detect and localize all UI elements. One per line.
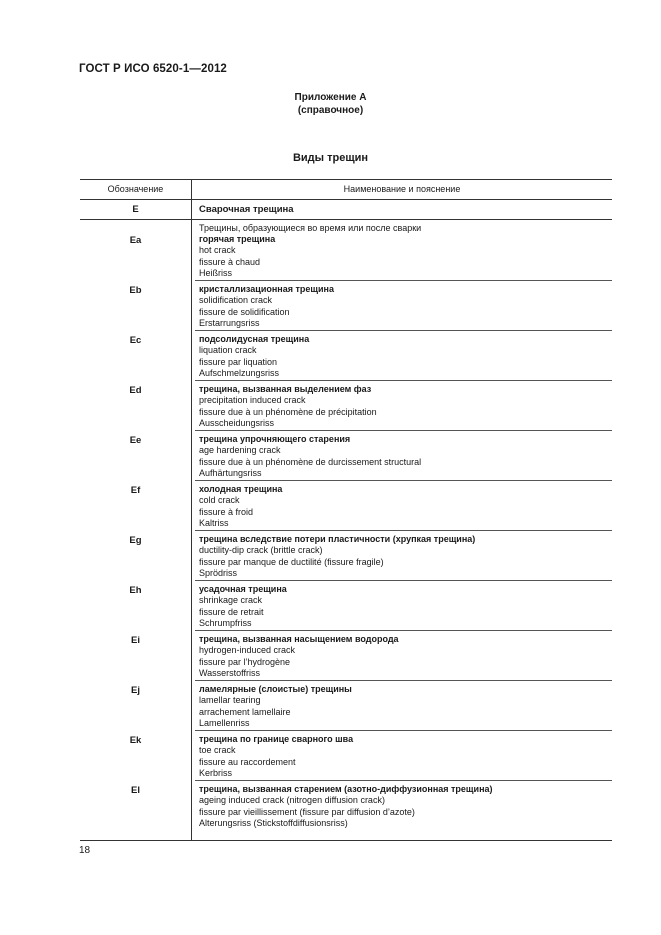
term-fr: fissure à froid	[199, 506, 254, 517]
term-en: ductility-dip crack (brittle crack)	[199, 545, 323, 556]
document-standard-header: ГОСТ Р ИСО 6520-1—2012	[79, 63, 227, 75]
crack-types-table	[80, 179, 612, 841]
row-code: Ei	[131, 635, 140, 646]
term-de: Kerbriss	[199, 768, 233, 779]
table-row	[199, 684, 608, 730]
term-en: hot crack	[199, 245, 236, 256]
term-ru: холодная трещина	[199, 484, 283, 494]
table-row	[199, 484, 608, 530]
term-de: Lamellenriss	[199, 718, 250, 729]
table-row	[199, 434, 608, 480]
row-divider	[195, 530, 612, 531]
term-ru: трещина упрочняющего старения	[199, 434, 351, 444]
row-code: Eb	[129, 285, 142, 296]
row-code: Ej	[131, 685, 140, 696]
row-code: Eh	[129, 585, 142, 596]
term-ru: трещина, вызванная выделением фаз	[199, 384, 372, 394]
name-column	[192, 220, 612, 840]
term-de: Heißriss	[199, 268, 232, 279]
term-fr: fissure due à un phénomène de précipitation	[199, 406, 377, 417]
row-code: Ec	[129, 335, 142, 346]
table-row	[199, 284, 608, 330]
section-title: Виды трещин	[292, 152, 369, 164]
term-ru: трещина, вызванная насыщением водорода	[199, 634, 399, 644]
table-header-row	[80, 180, 612, 200]
group-name: Сварочная трещина	[199, 204, 294, 215]
table-row	[199, 584, 608, 630]
row-code: Ek	[129, 735, 142, 746]
code-column	[80, 220, 192, 840]
term-de: Aufschmelzungsriss	[199, 368, 280, 379]
annex-title: Приложение А	[294, 92, 367, 103]
term-fr: fissure due à un phénomène de durcissement structural	[199, 456, 422, 467]
term-de: Aufhärtungsriss	[199, 468, 262, 479]
row-divider	[195, 330, 612, 331]
term-en: hydrogen-induced crack	[199, 645, 296, 656]
term-fr: arrachement lamellaire	[199, 706, 291, 717]
term-en: age hardening crack	[199, 445, 281, 456]
term-en: shrinkage crack	[199, 595, 263, 606]
row-divider	[195, 780, 612, 781]
column-header-code: Обозначение	[80, 180, 192, 199]
column-header-name: Наименование и пояснение	[343, 184, 461, 194]
term-ru: трещина, вызванная старением (азотно-диффузионная трещина)	[199, 784, 493, 794]
term-fr: fissure par vieillissement (fissure par diffusion d’azote)	[199, 806, 415, 817]
group-code: E	[80, 200, 192, 219]
term-en: liquation crack	[199, 345, 257, 356]
term-en: ageing induced crack (nitrogen diffusion crack)	[199, 795, 385, 806]
row-divider	[195, 480, 612, 481]
row-divider	[195, 380, 612, 381]
row-code: Ea	[129, 235, 142, 246]
term-fr: fissure par manque de ductilité (fissure fragile)	[199, 556, 384, 567]
table-row	[199, 384, 608, 430]
row-divider	[195, 730, 612, 731]
term-ru: горячая трещина	[199, 234, 276, 244]
term-en: precipitation induced crack	[199, 395, 306, 406]
row-divider	[195, 630, 612, 631]
term-en: toe crack	[199, 745, 236, 756]
annex-type: (справочное)	[297, 105, 364, 116]
term-fr: fissure de retrait	[199, 606, 264, 617]
term-fr: fissure de solidification	[199, 306, 290, 317]
row-divider	[195, 580, 612, 581]
term-fr: fissure au raccordement	[199, 756, 296, 767]
page-number: 18	[79, 845, 91, 856]
term-de: Kaltriss	[199, 518, 229, 529]
table-row	[199, 784, 608, 830]
term-en: lamellar tearing	[199, 695, 261, 706]
group-row	[80, 200, 612, 220]
row-code: El	[131, 785, 140, 796]
term-ru: кристаллизационная трещина	[199, 284, 334, 294]
term-ru: трещина вследствие потери пластичности (хрупкая трещина)	[199, 534, 476, 544]
term-de: Ausscheidungsriss	[199, 418, 275, 429]
term-fr: fissure par l’hydrogène	[199, 656, 291, 667]
table-row	[199, 734, 608, 780]
term-fr: fissure par liquation	[199, 356, 278, 367]
group-note: Трещины, образующиеся во время или после сварки	[199, 223, 422, 233]
row-divider	[195, 430, 612, 431]
term-ru: подсолидусная трещина	[199, 334, 310, 344]
table-row	[199, 634, 608, 680]
row-code: Ed	[129, 385, 142, 396]
term-en: solidification crack	[199, 295, 273, 306]
row-divider	[195, 280, 612, 281]
table-body	[80, 220, 612, 840]
term-ru: трещина по границе сварного шва	[199, 734, 354, 744]
term-de: Alterungsriss (Stickstoffdiffusionsriss)	[199, 818, 348, 829]
row-divider	[195, 680, 612, 681]
row-code: Ef	[130, 485, 141, 496]
term-ru: усадочная трещина	[199, 584, 287, 594]
term-de: Erstarrungsriss	[199, 318, 260, 329]
table-row	[199, 234, 608, 280]
term-fr: fissure à chaud	[199, 256, 261, 267]
row-code: Eg	[129, 535, 142, 546]
term-de: Wasserstoffriss	[199, 668, 261, 679]
table-row	[199, 534, 608, 580]
term-ru: ламелярные (слоистые) трещины	[199, 684, 352, 694]
term-de: Sprödriss	[199, 568, 238, 579]
row-code: Ee	[129, 435, 142, 446]
table-row	[199, 334, 608, 380]
term-en: cold crack	[199, 495, 240, 506]
term-de: Schrumpfriss	[199, 618, 252, 629]
